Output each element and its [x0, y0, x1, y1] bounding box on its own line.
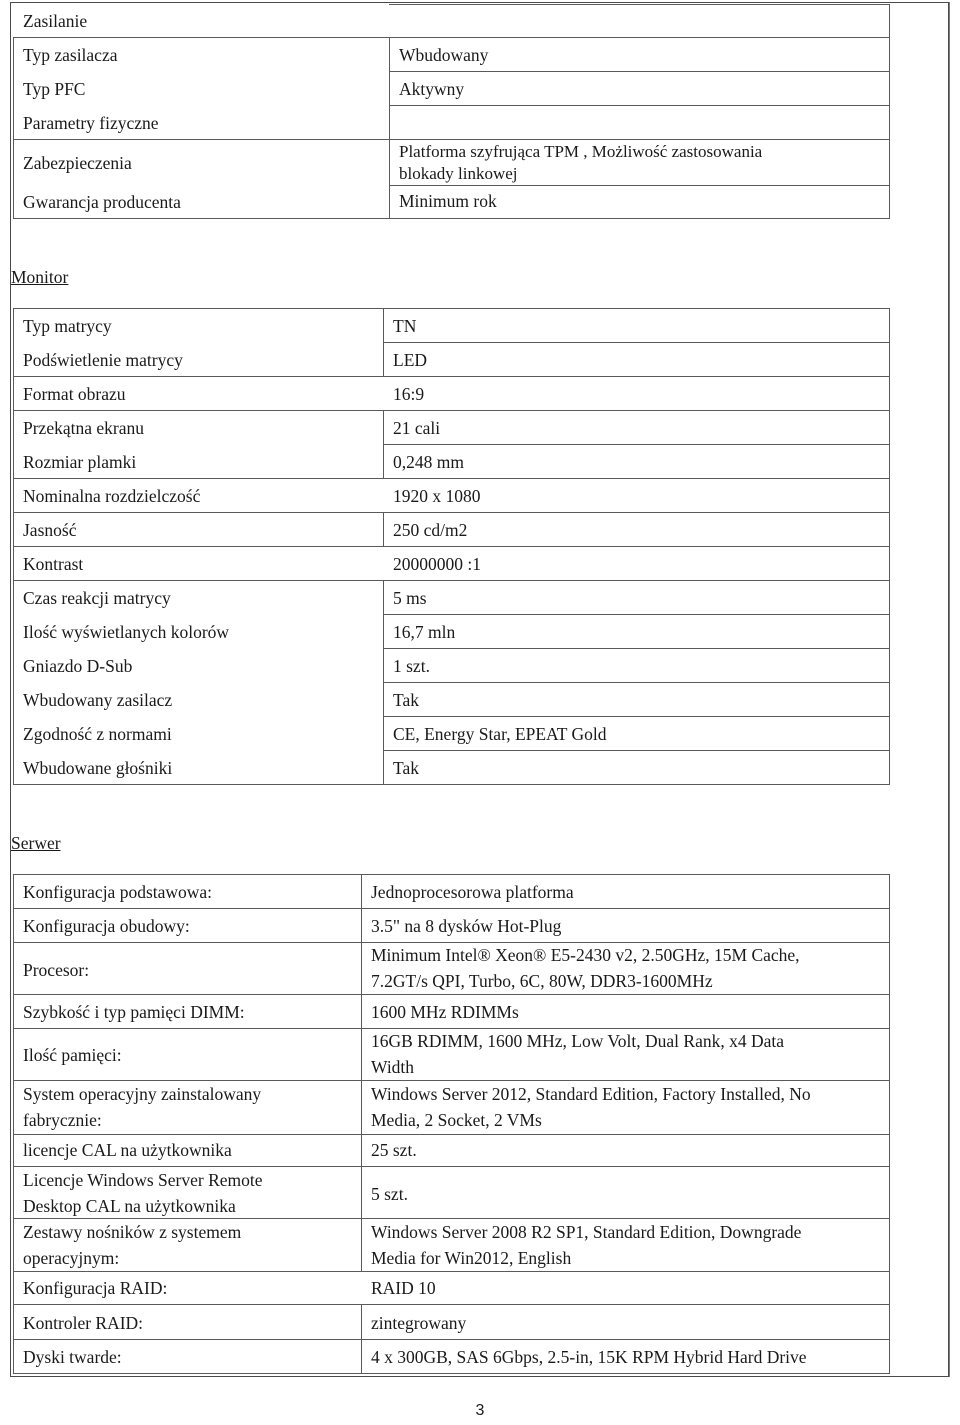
spec-label: Ilość wyświetlanych kolorów — [23, 622, 230, 642]
spec-label: Gniazdo D-Sub — [23, 656, 133, 676]
spec-label: Przekątna ekranu — [23, 418, 144, 438]
spec-value: Windows Server 2012, Standard Edition, Factory Installed, No — [371, 1084, 811, 1104]
spec-value: 1920 x 1080 — [393, 486, 481, 506]
spec-label: Szybkość i typ pamięci DIMM: — [23, 1002, 245, 1022]
spec-value: Minimum Intel® Xeon® E5-2430 v2, 2.50GHz, 15M Cache, — [371, 945, 800, 965]
table-line — [383, 682, 890, 683]
spec-label: Podświetlenie matrycy — [23, 350, 183, 370]
table-line — [13, 37, 14, 219]
table-line — [13, 1339, 890, 1340]
table-line — [13, 1271, 890, 1272]
table-line — [389, 185, 890, 186]
spec-value: 16GB RDIMM, 1600 MHz, Low Volt, Dual Rank, x4 Data — [371, 1031, 785, 1051]
table-line — [13, 376, 890, 377]
spec-value: 5 ms — [393, 588, 427, 608]
table-line — [13, 994, 890, 995]
spec-label: Gwarancja producenta — [23, 192, 181, 212]
spec-label: licencje CAL na użytkownika — [23, 1140, 232, 1160]
spec-label: Konfiguracja podstawowa: — [23, 882, 213, 902]
spec-label: Typ PFC — [23, 79, 86, 99]
spec-label: Wbudowany zasilacz — [23, 690, 173, 710]
table-line — [13, 410, 890, 411]
spec-value: 1600 MHz RDIMMs — [371, 1002, 519, 1022]
table-line — [13, 874, 14, 1374]
spec-value: Minimum rok — [399, 191, 497, 211]
spec-value: Media, 2 Socket, 2 VMs — [371, 1110, 542, 1130]
spec-value: Windows Server 2008 R2 SP1, Standard Edition, Downgrade — [371, 1222, 802, 1242]
table-line — [13, 139, 890, 140]
spec-label: Procesor: — [23, 960, 90, 980]
spec-value: 7.2GT/s QPI, Turbo, 6C, 80W, DDR3-1600MHz — [371, 971, 713, 991]
table-line — [383, 512, 384, 546]
table-line — [13, 1134, 890, 1135]
table-line — [383, 648, 890, 649]
spec-value: 3.5" na 8 dysków Hot-Plug — [371, 916, 562, 936]
table-line — [383, 750, 890, 751]
table-line — [383, 614, 890, 615]
table-line — [383, 716, 890, 717]
spec-value: 250 cd/m2 — [393, 520, 468, 540]
spec-value: LED — [393, 350, 428, 370]
spec-value: blokady linkowej — [399, 164, 518, 183]
spec-label: Ilość pamięci: — [23, 1045, 122, 1065]
spec-label: Rozmiar plamki — [23, 452, 137, 472]
section-heading-zasilanie: Zasilanie — [23, 11, 88, 31]
spec-value: 16:9 — [393, 384, 425, 404]
spec-label: Kontrast — [23, 554, 84, 574]
table-line — [13, 546, 890, 547]
table-line — [889, 4, 890, 219]
spec-label: Zestawy nośników z systemem — [23, 1222, 242, 1242]
spec-label: Parametry fizyczne — [23, 113, 159, 133]
spec-label: Nominalna rozdzielczość — [23, 486, 201, 506]
table-line — [889, 874, 890, 1374]
spec-value: Wbudowany — [399, 45, 489, 65]
spec-value: TN — [393, 316, 417, 336]
table-line — [389, 105, 890, 106]
spec-value: Platforma szyfrująca TPM , Możliwość zastosowania — [399, 142, 763, 161]
spec-value: zintegrowany — [371, 1313, 467, 1333]
spec-value: CE, Energy Star, EPEAT Gold — [393, 724, 607, 744]
spec-label: Czas reakcji matrycy — [23, 588, 171, 608]
spec-label: Zgodność z normami — [23, 724, 172, 744]
spec-value: Media for Win2012, English — [371, 1248, 572, 1268]
spec-value: 0,248 mm — [393, 452, 464, 472]
spec-label: Licencje Windows Server Remote — [23, 1170, 263, 1190]
spec-value: Tak — [393, 690, 419, 710]
table-line — [13, 1373, 890, 1374]
table-line — [13, 478, 890, 479]
table-line — [389, 71, 890, 72]
table-line — [13, 784, 890, 785]
spec-value: Jednoprocesorowa platforma — [371, 882, 574, 902]
spec-value: 20000000 :1 — [393, 554, 481, 574]
table-line — [13, 308, 890, 309]
spec-label: Typ zasilacza — [23, 45, 118, 65]
spec-label: Zabezpieczenia — [23, 153, 132, 173]
spec-label: Format obrazu — [23, 384, 126, 404]
spec-label: fabrycznie: — [23, 1110, 102, 1130]
spec-label: Wbudowane głośniki — [23, 758, 173, 778]
table-line — [13, 1304, 890, 1305]
spec-value: 4 x 300GB, SAS 6Gbps, 2.5-in, 15K RPM Hybrid Hard Drive — [371, 1347, 807, 1367]
table-line — [13, 512, 890, 513]
spec-value: 1 szt. — [393, 656, 430, 676]
spec-value: RAID 10 — [371, 1278, 436, 1298]
spec-label: Jasność — [23, 520, 77, 540]
table-line — [389, 4, 890, 5]
section-heading-serwer: Serwer — [11, 833, 61, 853]
right-edge-line — [949, 2, 950, 1377]
spec-label: Desktop CAL na użytkownika — [23, 1196, 236, 1216]
spec-value: 21 cali — [393, 418, 441, 438]
table-line — [361, 874, 362, 1271]
spec-label: Typ matrycy — [23, 316, 112, 336]
table-line — [389, 37, 390, 219]
spec-label: Konfiguracja obudowy: — [23, 916, 190, 936]
table-line — [13, 37, 890, 38]
spec-value: Tak — [393, 758, 419, 778]
table-line — [13, 580, 890, 581]
page-number: 3 — [475, 1402, 485, 1419]
spec-value: 16,7 mln — [393, 622, 456, 642]
spec-value: Width — [371, 1057, 415, 1077]
section-heading-monitor: Monitor — [11, 267, 69, 287]
spec-label: System operacyjny zainstalowany — [23, 1084, 262, 1104]
table-line — [13, 908, 890, 909]
spec-label: Konfiguracja RAID: — [23, 1278, 168, 1298]
table-line — [13, 874, 890, 875]
spec-value: 5 szt. — [371, 1184, 408, 1204]
spec-label: Dyski twarde: — [23, 1347, 122, 1367]
spec-label: operacyjnym: — [23, 1248, 120, 1268]
spec-value: Aktywny — [399, 79, 465, 99]
spec-value: 25 szt. — [371, 1140, 417, 1160]
table-line — [13, 218, 890, 219]
table-line — [383, 342, 890, 343]
spec-label: Kontroler RAID: — [23, 1313, 144, 1333]
table-line — [383, 444, 890, 445]
